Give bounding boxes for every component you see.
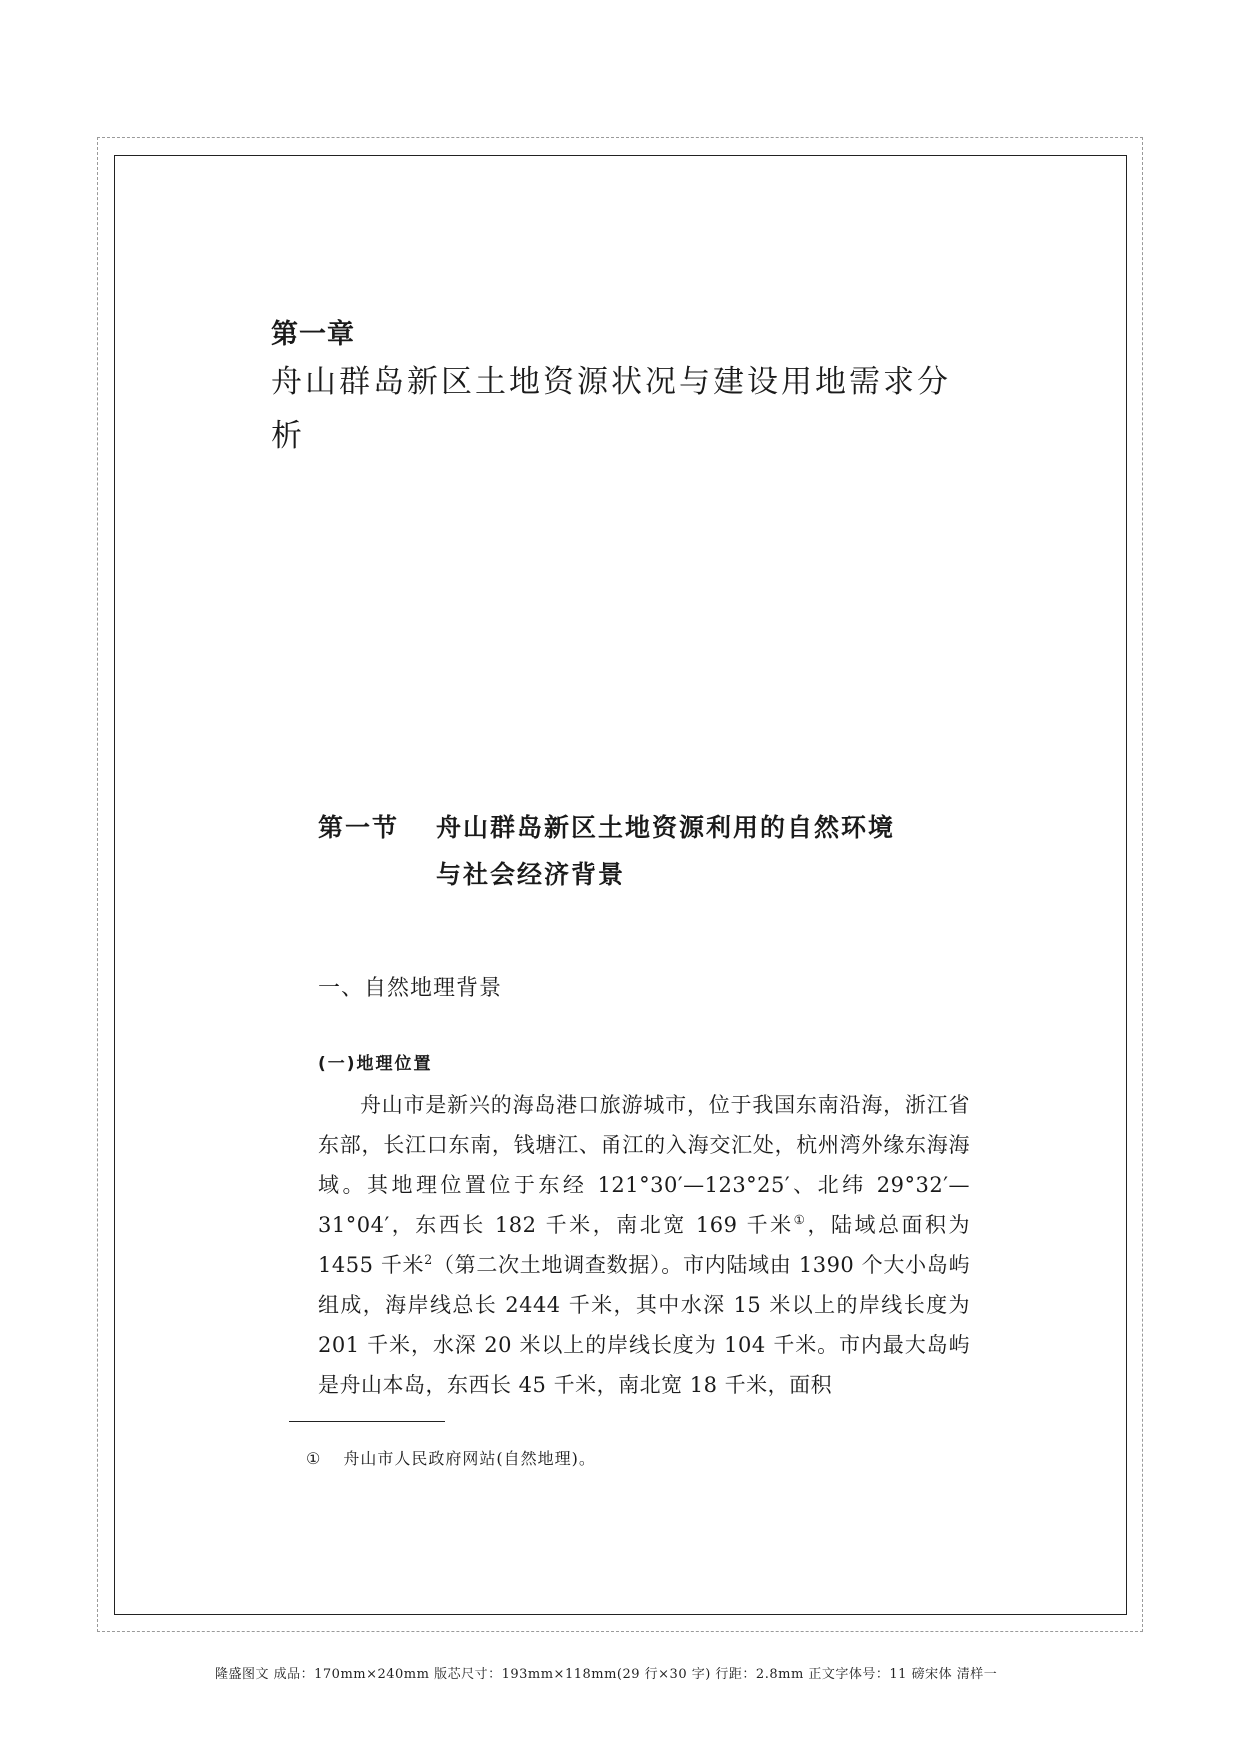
footnote [306,1446,596,1469]
chapter-label: 第一章 [271,319,355,350]
footnote-marker: ① [306,1449,322,1468]
chapter-title: 舟山群岛新区土地资源状况与建设用地需求分析 [271,364,951,454]
subheading: 一、自然地理背景 [318,976,503,1001]
footnote-reference[interactable]: ① [793,1212,808,1227]
subsubheading: (一)地理位置 [318,1054,433,1074]
print-info-line: 隆盛图文 成品：170mm×240mm 版芯尺寸：193mm×118mm(29 行×30 字) 行距：2.8mm 正文字体号：11 磅宋体 清样一 [215,1667,998,1682]
section-heading [318,804,1018,898]
superscript-2: 2 [424,1252,433,1267]
section-number: 第一节 [318,813,400,842]
body-text-part3: （第二次土地调查数据）。市内陆域由 1390 个大小岛屿组成，海岸线总长 2444 千米，其中水深 15 米以上的岸线长度为 201 千米，水深 20 米以上的岸线长度为 104 千米。市内最大岛屿是舟山本岛，东西长 45 千米，南北宽 18 千米，面积 [318,1253,971,1397]
section-title-line2: 与社会经济背景 [436,860,626,889]
section-title [436,804,895,898]
footnote-text: 舟山市人民政府网站(自然地理)。 [343,1449,596,1468]
section-title-line1: 舟山群岛新区土地资源利用的自然环境 [436,813,896,842]
footnote-divider [289,1421,445,1422]
body-paragraph [318,1085,970,1405]
body-text-part1: 舟山市是新兴的海岛港口旅游城市，位于我国东南沿海，浙江省东部，长江口东南，钱塘江、甬江的入海交汇处，杭州湾外缘东海海域。其地理位置位于东经 121°30′—123°25′、北纬 29°32′—31°04′，东西长 182 千米，南北宽 169 千米 [318,1093,970,1237]
body-text-part2: ，陆域总面积为 1455 千米 [318,1213,970,1277]
